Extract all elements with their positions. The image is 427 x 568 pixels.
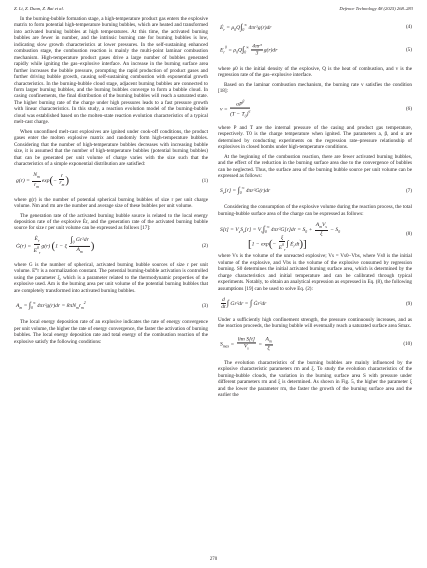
left-column	[14, 16, 208, 348]
paragraph: In the burning-bubble formation stage, a high-temperature product gas enters the explosive matrix to form potential high-temperature burning bubbles, which are heated and transformed into activated burning bubbles at high temperatures. At this time, the activated burning bubbles are fewer in number, and the intrinsic burning rate for burning bubbles is low, indicating slow growth characteristics at lower pressures. In the self-sustaining enhanced combustion stage, the combustion reaction is mainly the multi-point laminar combustion mechanism. High-temperature product gases drive a large number of bubbles generated rapidly while igniting the gas–explosive interface. An increase in the burning surface area further increases the bubble pressure, prompting the rapid production of product gases and further driving bubble growth, causing self-sustaining combustion with exponential growth characteristics. In the burning-bubble cloud stage, adjacent burning bubbles are connected to form larger burning bubbles, and the burning bubbles converge to form a bubble cloud. In casing confinements, the final distribution of the burning bubbles will reach a saturated state. The higher burning rate of the charge under high pressures leads to a fast pressure growth with linear characteristics. In this study, a reaction evolution model of the burning-bubble cloud was established based on the molten-state reaction evolution characteristics of a typical melt-cast charge.	[14, 16, 208, 126]
equation-number: (8)	[405, 231, 412, 238]
equation-number: (4)	[405, 24, 412, 31]
equation-number: (7)	[405, 187, 412, 194]
paragraph: Under a sufficiently high confinement strength, the pressure continuously increases, and as the reaction proceeds, the burning bubble will eventually reach a saturated surface area Smax.	[218, 317, 412, 330]
equation-number: (1)	[201, 178, 208, 185]
equation-1: g(r) = $\frac{N_m}{r_m}$ exp(− $\frac{r}{r_m}$ ) (1)	[16, 172, 208, 189]
paragraph: where Vs is the volume of the unreacted explosive; Vs = Vs0−Vbs, where Vs0 is the initial volume of the explosive, and Vbs is the volume of the explosive consumed by regression burning. S0 determines the initial activated burning surface area, which is determined by the charge characteristics and initial temperature and can be calibrated through typical experiments. Notably, to obtain an analytical expression as expressed in Eq. (8), the following assumptions [19] can be used to solve Eq. (2):	[218, 253, 412, 292]
page-number: 270	[209, 557, 218, 562]
equation-number: (10)	[403, 340, 412, 347]
equation-number: (6)	[405, 105, 412, 112]
equation-6: v = $\frac{aP^\beta}{(T - T_0)^\alpha}$ (6)	[220, 99, 412, 119]
equation-3: $A_m = \int_0^\infty$ $4\pi r^2g(r)dr = 8\pi N_mr_m^2$ (3)	[16, 300, 208, 311]
paragraph: where g(r) is the number of potential spherical burning bubbles of size r per unit charge volume. Nm and rm are the number and average size of these bubbles per unit volume.	[14, 196, 208, 210]
equation-number: (2)	[201, 242, 208, 249]
equation-9: $\frac{d}{dt}$ ∫ Gr²dr = ∫ Ġr²dr (9)	[221, 297, 412, 310]
paragraph: When unconfined melt-cast explosives are ignited under cook-off conditions, the product gases enter the molten explosive matrix and randomly form high-temperature bubbles. Considering that the number of high-temperature bubbles decreases with increasing bubble size, it is assumed that the number of high-temperature bubbles (potential burning bubbles) that can be generated per unit volume of charge varies with the size such that the characteristics of a simple exponential distribution are satisfied:	[14, 128, 208, 167]
equation-number: (5)	[405, 46, 412, 53]
equation-number: (9)	[405, 300, 412, 307]
equation-10: $S_{max}$ = $\frac{\text{lim S[t]}}{V_s}$ = $\frac{A_m}{\xi}$ (10)	[220, 336, 412, 352]
paragraph: Based on the laminar combustion mechanism, the burning rate v satisfies the condition [18]:	[218, 81, 412, 95]
paragraph: where P and T are the internal pressure of the casing and product gas temperature, respectively. T0 is the charge temperature when ignited. The parameters a, β, and α are determined by conducting experiments on the regression rate–pressure relationship of explosives in closed bombs under high-temperature conditions.	[218, 124, 412, 151]
equation-7: $S_v[r] = \int_0^\infty$ 4πr²G(r)dr (7)	[220, 185, 412, 196]
paragraph: At the beginning of the combustion reaction, there are fewer activated burning bubbles, and the effect of the reduction in the burning surface area due to the convergence of bubbles can be neglected. Thus, the surface area of the burning bubble source per unit volume can be expressed as follows:	[218, 153, 412, 179]
equation-4: $Ė_r = \rho_0Q\int_0^\infty$ 4πr²g(r)dr (4)	[220, 22, 412, 32]
paragraph: The evolution characteristics of the burning bubbles are mainly influenced by the explosive characteristic parameters rm and ξ. To study the evolution characteristics of the burning-bubble clouds, the variation in the burning surface area S with pressure under different parameters rm and ξ is determined. As shown in Fig. 5, the higher the parameter ξ and the lower the parameter rm, the faster the growth of the burning surface area and the earlier the	[218, 359, 412, 399]
right-column	[218, 16, 412, 402]
paragraph: where G is the number of spherical, activated burning bubble sources of size r per unit volume. E⁰r is a normalization constant. The potential burning-bubble activation is controlled using the parameter ξ, which is a parameter related to the thermodynamic properties of the explosive used. Am is the burning area per unit volume of the potential burning bubbles that are completely transformed into activated burning bubbles.	[14, 261, 208, 294]
equation-5: $E_r^0 = \rho_0Q\int_0^\infty$ $\frac{\text{4πr³}}{3}$ g(r)dr (5)	[220, 43, 412, 57]
equation-2: Ġ(r) = $\frac{Ė_r}{E^0_r}$ g(r) (1 − ξ $\frac{\int_0 Gr^2dr}{A_m}$ ) (2)	[16, 235, 208, 255]
equation-8: $S[t] = V_sS_v[r] = V_s\int_0^\infty$ $4\pi r^2G[r]dr = S_0$ + $\frac{A_mV_s}{\xi}$ − $S_0$ [1 − exp(− $\frac{\xi}{E^0_r}$ ∫ $Ė_rdt$)] (8)	[220, 222, 412, 253]
running-header-authors: Z. Li, Z. Duan, Z. Bai et al.	[14, 6, 64, 11]
paragraph: The generation rate of the activated burning bubble source is related to the local energy deposition rate of the explosive Ėr, and the generation rate of the activated burning bubble source for size r per unit volume can be expressed as follows [17]:	[14, 212, 208, 232]
running-header-journal: Defence Technology 48 (2025) 268–283	[339, 6, 413, 11]
paragraph: where ρ0 is the initial density of the explosive, Q is the heat of combustion, and v is the regression rate of the gas–explosive interface.	[218, 65, 412, 79]
paragraph: Considering the consumption of the explosive volume during the reaction process, the total burning-bubble surface area of the charge can be expressed as follows:	[218, 204, 412, 217]
paragraph: The local energy deposition rate of an explosive indicates the rate of energy convergence per unit volume, the higher the rate of energy convergence, the faster the activation of burning bubbles. The local energy deposition rate and total energy of the combustion reaction of the explosive satisfy the following conditions:	[14, 319, 208, 345]
equation-number: (3)	[201, 302, 208, 309]
